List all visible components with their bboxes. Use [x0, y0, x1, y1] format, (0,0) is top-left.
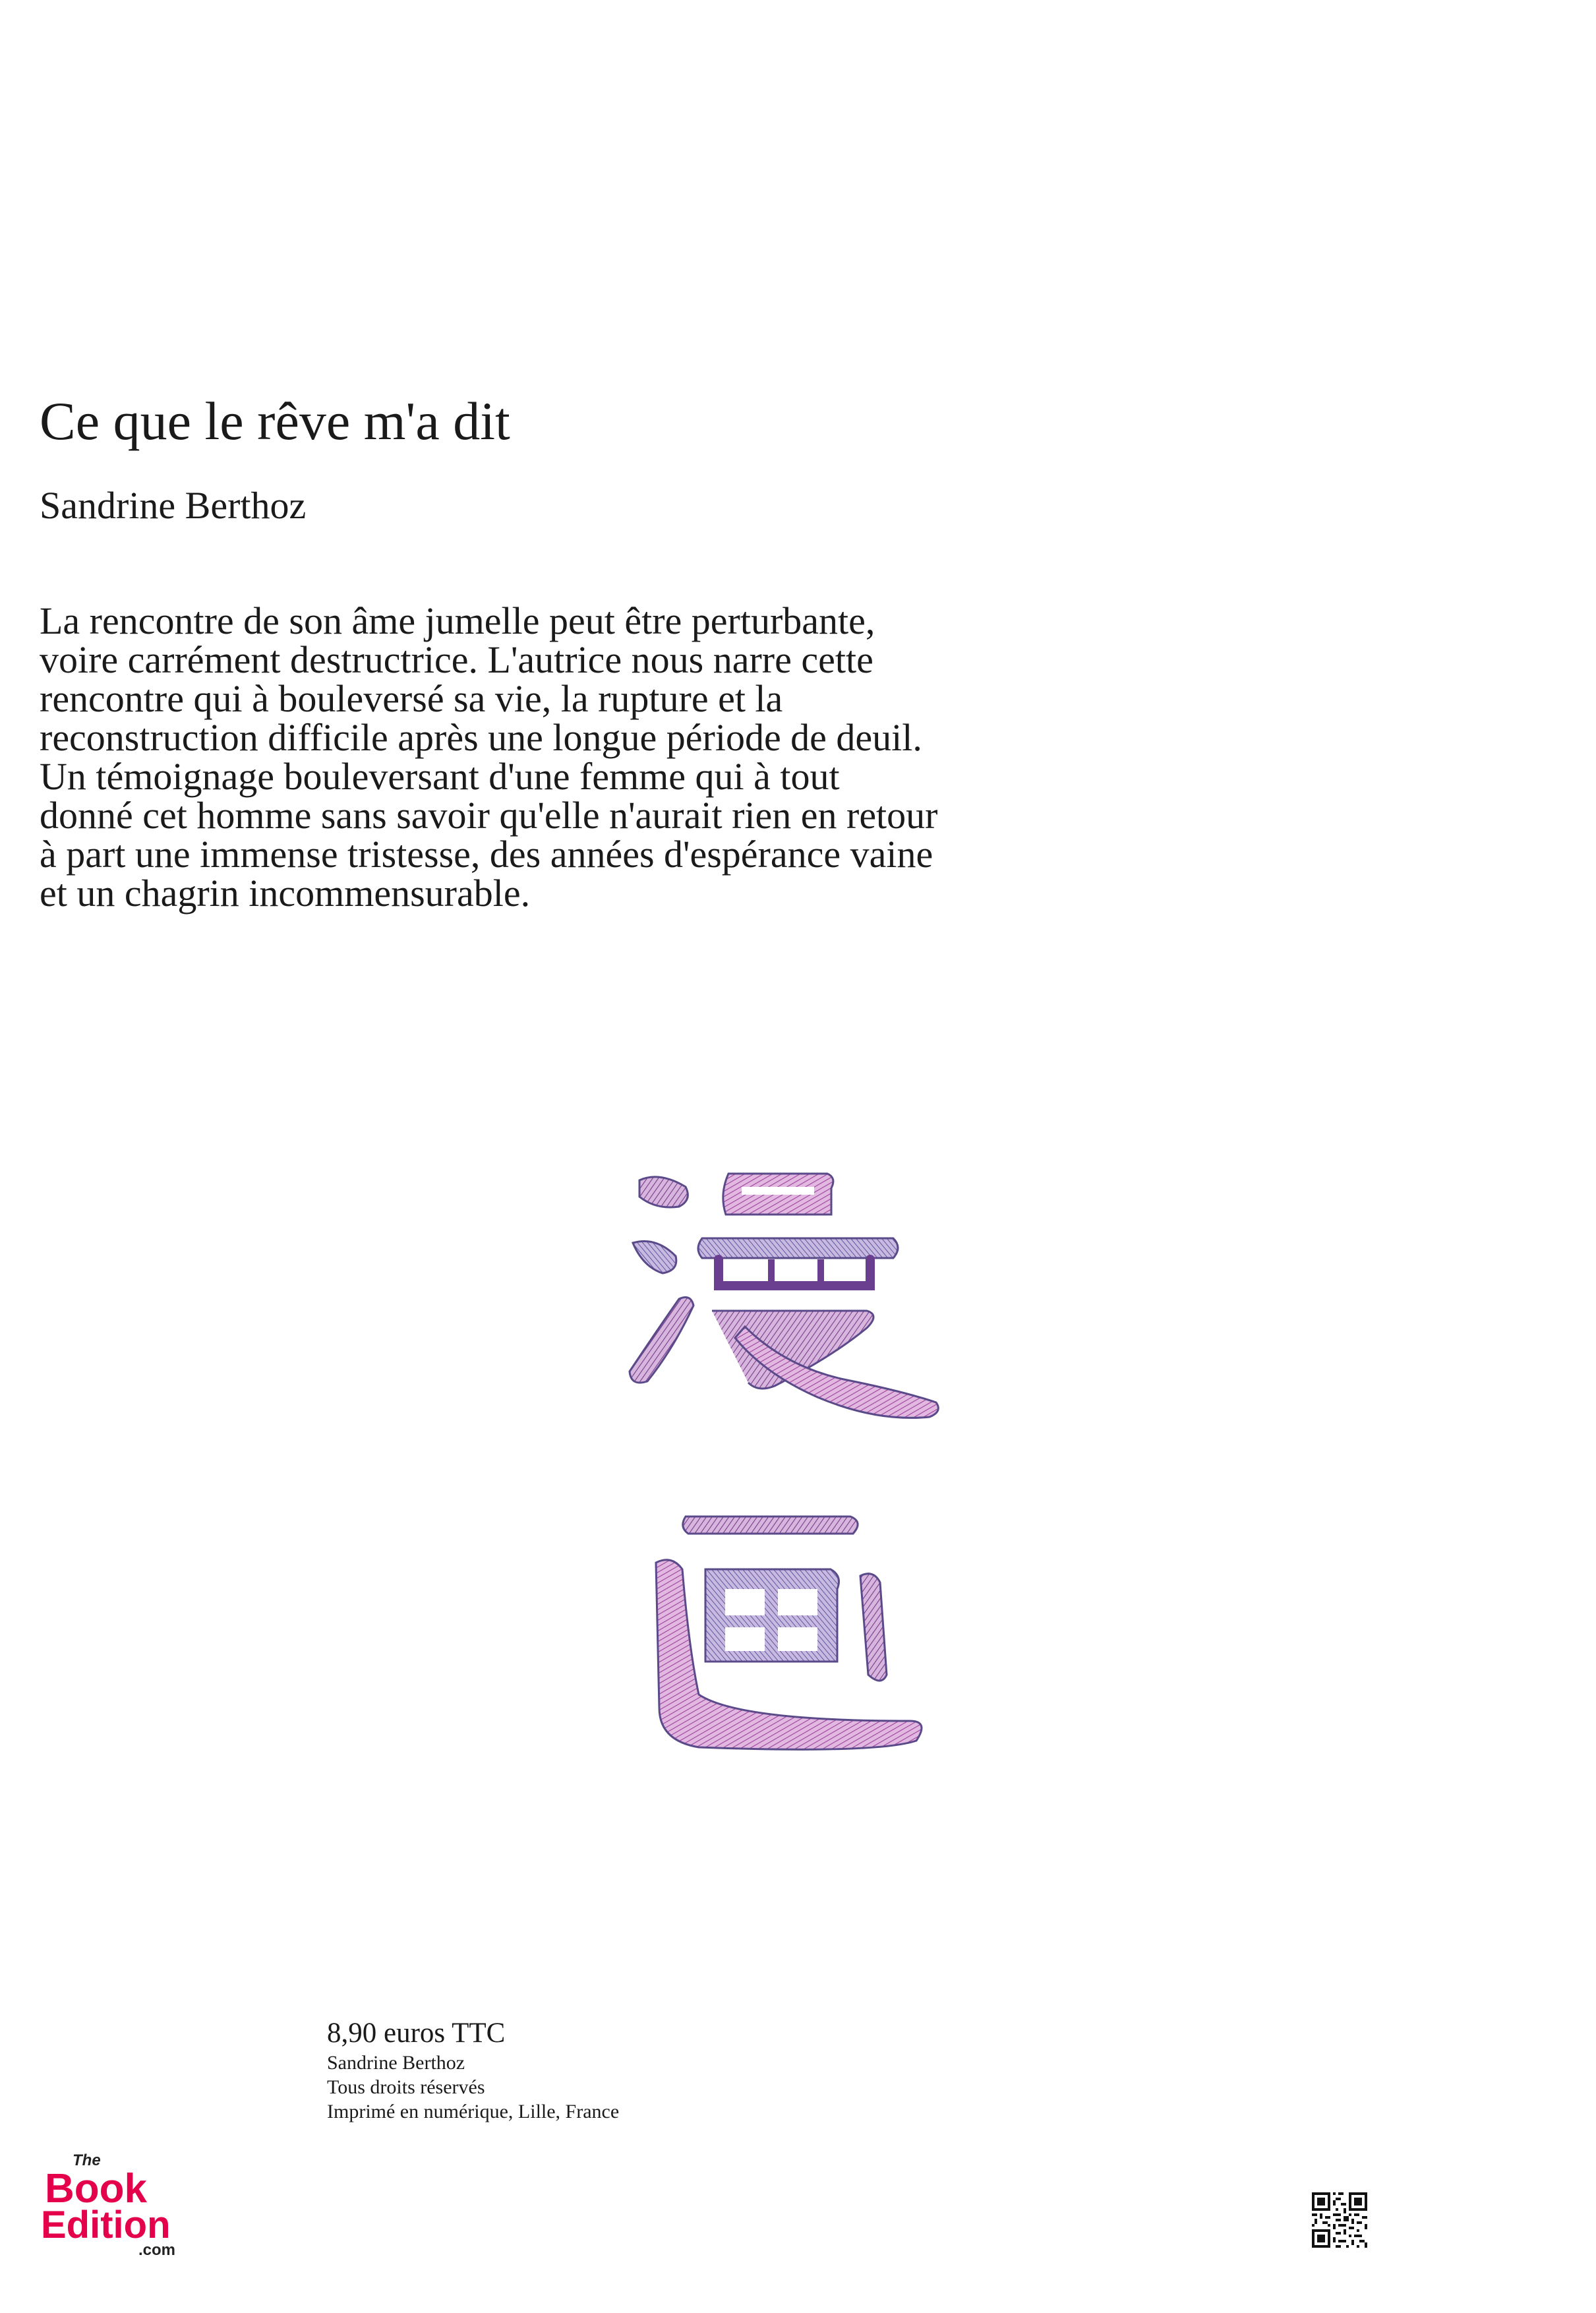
price-label: 8,90 euros TTC	[327, 2018, 506, 2049]
kanji-manga-artwork	[620, 1160, 962, 1767]
qr-code-icon	[1312, 2192, 1367, 2248]
blurb-line: reconstruction difficile après une longue période de deuil.	[40, 716, 922, 759]
logo-edition: Edition	[41, 2204, 171, 2246]
imprint-rights: Tous droits réservés	[327, 2076, 485, 2098]
thebookedition-logo	[41, 2151, 199, 2256]
book-author: Sandrine Berthoz	[40, 484, 307, 527]
kanji-top	[630, 1174, 938, 1418]
book-title: Ce que le rêve m'a dit	[40, 391, 510, 451]
imprint-author: Sandrine Berthoz	[327, 2051, 465, 2074]
blurb-line: et un chagrin incommensurable.	[40, 872, 531, 915]
blurb-line: à part une immense tristesse, des années d'espérance vaine	[40, 833, 933, 876]
logo-the: The	[73, 2151, 101, 2169]
imprint-printed: Imprimé en numérique, Lille, France	[327, 2100, 620, 2122]
imprint-block	[327, 2016, 619, 2124]
blurb-line: Un témoignage bouleversant d'une femme qui à tout	[40, 755, 840, 798]
logo-book: Book	[45, 2166, 147, 2211]
logo-dotcom: .com	[138, 2241, 176, 2256]
blurb-line: donné cet homme sans savoir qu'elle n'aurait rien en retour	[40, 794, 938, 837]
blurb-line: voire carrément destructrice. L'autrice nous narre cette	[40, 638, 873, 681]
back-cover-blurb	[40, 601, 1259, 913]
blurb-line: La rencontre de son âme jumelle peut être perturbante,	[40, 599, 875, 642]
blurb-line: rencontre qui à bouleversé sa vie, la rupture et la	[40, 677, 783, 720]
kanji-bottom	[656, 1517, 922, 1749]
